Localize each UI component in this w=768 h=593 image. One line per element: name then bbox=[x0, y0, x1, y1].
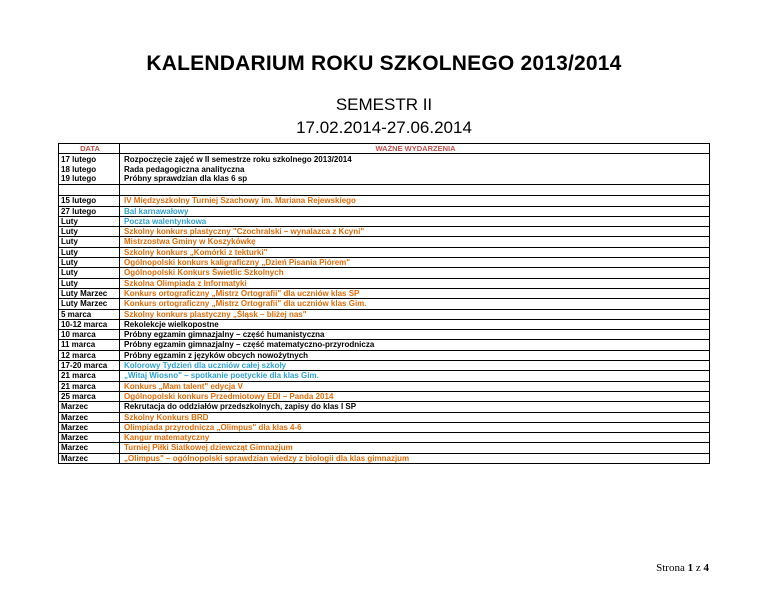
date-cell: 18 lutego bbox=[61, 164, 97, 174]
table-row bbox=[59, 309, 710, 319]
event-cell: Kangur matematyczny bbox=[120, 433, 710, 443]
table-row bbox=[59, 412, 710, 422]
table-row bbox=[59, 371, 710, 381]
table-row bbox=[59, 319, 710, 329]
table-row bbox=[59, 350, 710, 360]
date-cell: Luty bbox=[59, 258, 120, 268]
semester-date-range: 17.02.2014-27.06.2014 bbox=[296, 118, 472, 137]
event-cell: Turniej Piłki Siatkowej dziewcząt Gimnazjum bbox=[120, 443, 710, 453]
date-cell: Marzec bbox=[59, 453, 120, 463]
event-cell: Bal karnawałowy bbox=[120, 206, 710, 216]
table-row bbox=[59, 391, 710, 401]
date-cell: 17 lutego bbox=[61, 155, 97, 165]
table-row bbox=[59, 278, 710, 288]
date-cell: 19 lutego bbox=[61, 173, 97, 183]
spacer-cell bbox=[59, 185, 120, 196]
date-cell: 10-12 marca bbox=[59, 319, 120, 329]
page-title: KALENDARIUM ROKU SZKOLNEGO 2013/2014 bbox=[146, 52, 622, 75]
date-cell: Luty bbox=[59, 227, 120, 237]
footer-page-total: 4 bbox=[703, 562, 709, 574]
footer-page-number: 1 bbox=[687, 562, 694, 574]
date-cell: Luty Marzec bbox=[59, 288, 120, 298]
table-row bbox=[59, 422, 710, 432]
event-cell: Próbny sprawdzian dla klas 6 sp bbox=[124, 173, 248, 183]
footer-prefix: Strona bbox=[656, 562, 685, 574]
column-header-events: WAŻNE WYDARZENIA bbox=[120, 144, 710, 154]
event-cell: Poczta walentynkowa bbox=[120, 216, 710, 226]
semester-heading: SEMESTR II bbox=[335, 95, 433, 114]
table-row bbox=[59, 340, 710, 350]
date-cell: 10 marca bbox=[59, 330, 120, 340]
date-cell: Luty bbox=[59, 216, 120, 226]
date-cell: 17-20 marca bbox=[59, 361, 120, 371]
event-cell: Konkurs ortograficzny „Mistrz Ortografii" dla uczniów klas SP bbox=[120, 288, 710, 298]
event-cell: Ogólnopolski konkurs kaligraficzny „Dzień Pisania Piórem" bbox=[120, 258, 710, 268]
event-cell: Rekrutacja do oddziałów przedszkolnych, zapisy do klas I SP bbox=[120, 402, 710, 412]
event-cell: Szkolny konkurs „Komórki z tekturki" bbox=[120, 247, 710, 257]
event-cell: Szkolny konkurs plastyczny "Czochralski – wynalazca z Kcyni" bbox=[120, 227, 710, 237]
date-cell: Luty bbox=[59, 247, 120, 257]
table-row bbox=[59, 206, 710, 216]
table-row bbox=[59, 196, 710, 206]
event-cell: Ogólnopolski Konkurs Świetlic Szkolnych bbox=[120, 268, 710, 278]
table-row bbox=[59, 299, 710, 309]
event-cell-group bbox=[120, 154, 710, 185]
date-cell: Marzec bbox=[59, 433, 120, 443]
footer-sep: z bbox=[695, 562, 701, 574]
date-cell: Luty Marzec bbox=[59, 299, 120, 309]
table-row bbox=[59, 361, 710, 371]
date-cell: 5 marca bbox=[59, 309, 120, 319]
table-row bbox=[59, 227, 710, 237]
event-cell: Szkolny konkurs plastyczny „Śląsk – bliżej nas" bbox=[120, 309, 710, 319]
event-cell: Szkolny Konkurs BRD bbox=[120, 412, 710, 422]
table-row bbox=[59, 381, 710, 391]
table-spacer-row bbox=[59, 185, 710, 196]
date-cell: 15 lutego bbox=[59, 196, 120, 206]
date-cell: 11 marca bbox=[59, 340, 120, 350]
event-cell: „Olimpus" – ogólnopolski sprawdzian wiedzy z biologii dla klas gimnazjum bbox=[120, 453, 710, 463]
event-cell: Mistrzostwa Gminy w Koszykówkę bbox=[120, 237, 710, 247]
date-cell: Luty bbox=[59, 278, 120, 288]
event-cell: Rada pedagogiczna analityczna bbox=[124, 164, 245, 174]
table-row bbox=[59, 433, 710, 443]
event-cell: Rekolekcje wielkopostne bbox=[120, 319, 710, 329]
date-cell: 21 marca bbox=[59, 371, 120, 381]
date-cell: 12 marca bbox=[59, 350, 120, 360]
event-cell: Próbny egzamin z języków obcych nowożytnych bbox=[120, 350, 710, 360]
table-header-row bbox=[59, 144, 710, 154]
spacer-cell bbox=[120, 185, 710, 196]
table-row bbox=[59, 288, 710, 298]
date-cell: Marzec bbox=[59, 412, 120, 422]
page-footer bbox=[656, 562, 709, 574]
table-row bbox=[59, 237, 710, 247]
event-cell: Olimpiada przyrodnicza „Olimpus" dla klas 4-6 bbox=[120, 422, 710, 432]
table-row bbox=[59, 216, 710, 226]
date-cell: Marzec bbox=[59, 443, 120, 453]
event-cell: Próbny egzamin gimnazjalny – część matematyczno-przyrodnicza bbox=[120, 340, 710, 350]
date-cell: Luty bbox=[59, 268, 120, 278]
event-cell: Ogólnopolski konkurs Przedmiotowy EDI – Panda 2014 bbox=[120, 391, 710, 401]
table-row bbox=[59, 268, 710, 278]
table-row bbox=[59, 402, 710, 412]
calendar-table bbox=[58, 143, 710, 464]
table-row bbox=[59, 258, 710, 268]
event-cell: Szkolna Olimpiada z Informatyki bbox=[120, 278, 710, 288]
table-row bbox=[59, 443, 710, 453]
date-cell: 27 lutego bbox=[59, 206, 120, 216]
date-cell: 25 marca bbox=[59, 391, 120, 401]
event-cell: „Witaj Wiosno" – spotkanie poetyckie dla klas Gim. bbox=[120, 371, 710, 381]
date-cell: Luty bbox=[59, 237, 120, 247]
event-cell: IV Międzyszkolny Turniej Szachowy im. Mariana Rejewskiego bbox=[120, 196, 710, 206]
column-header-date: DATA bbox=[59, 144, 120, 154]
date-cell: Marzec bbox=[59, 402, 120, 412]
event-cell: Konkurs „Mam talent" edycja V bbox=[120, 381, 710, 391]
date-cell: Marzec bbox=[59, 422, 120, 432]
event-cell: Rozpoczęcie zajęć w II semestrze roku szkolnego 2013/2014 bbox=[124, 155, 352, 165]
table-row bbox=[59, 247, 710, 257]
event-cell: Konkurs ortograficzny „Mistrz Ortografii" dla uczniów klas Gim. bbox=[120, 299, 710, 309]
event-cell: Kolorowy Tydzień dla uczniów całej szkoły bbox=[120, 361, 710, 371]
table-row bbox=[59, 330, 710, 340]
date-cell-group bbox=[59, 154, 120, 185]
event-cell: Próbny egzamin gimnazjalny – część humanistyczna bbox=[120, 330, 710, 340]
table-row-group bbox=[59, 154, 710, 185]
date-cell: 21 marca bbox=[59, 381, 120, 391]
table-row bbox=[59, 453, 710, 463]
